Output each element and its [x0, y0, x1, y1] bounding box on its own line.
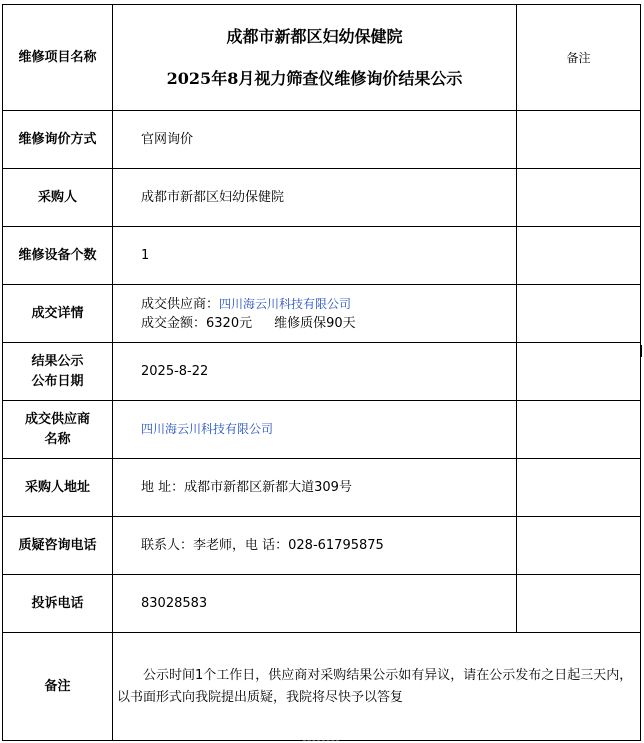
inquiry-remark — [517, 517, 641, 575]
deal-supplier-name: 四川海云川科技有限公司 — [219, 296, 352, 311]
address-row — [3, 459, 641, 517]
notes-text: 公示时间1个工作日，供应商对采购结果公示如有异议，请在公示发布之日起三天内，以书面形式向我院提出质疑，我院将尽快予以答复 — [117, 667, 633, 705]
supplier-label-line-1: 成交供应商 — [24, 411, 90, 427]
page-bottom-mark — [303, 740, 339, 742]
purchaser-row — [3, 169, 641, 227]
complaint-label: 投诉电话 — [3, 575, 113, 633]
title-cell — [113, 5, 517, 111]
supplier-row — [3, 401, 641, 459]
inquiry-row — [3, 517, 641, 575]
purchaser-remark — [517, 169, 641, 227]
remark-header: 备注 — [517, 5, 641, 111]
date-row — [3, 343, 641, 401]
deal-details — [113, 285, 517, 343]
notes-cell — [113, 633, 641, 741]
notes-row — [3, 633, 641, 741]
count-value: 1 — [113, 227, 517, 285]
supplier-label — [3, 401, 113, 459]
method-label: 维修询价方式 — [3, 111, 113, 169]
address-label: 采购人地址 — [3, 459, 113, 517]
deal-remark — [517, 285, 641, 343]
title-line-2: 2025年8月视力筛查仪维修询价结果公示 — [166, 68, 463, 88]
deal-warranty: 维修质保90天 — [274, 315, 356, 331]
header-label: 维修项目名称 — [3, 5, 113, 111]
count-row — [3, 227, 641, 285]
count-label: 维修设备个数 — [3, 227, 113, 285]
notes-label: 备注 — [3, 633, 113, 741]
supplier-value — [113, 401, 517, 459]
address-value: 地 址：成都市新都区新都大道309号 — [113, 459, 517, 517]
supplier-label-line-2: 名称 — [44, 431, 71, 447]
page-edge-mark — [640, 345, 642, 357]
method-value: 官网询价 — [113, 111, 517, 169]
inquiry-label: 质疑咨询电话 — [3, 517, 113, 575]
deal-label: 成交详情 — [3, 285, 113, 343]
inquiry-value: 联系人：李老师，电 话：028-61795875 — [113, 517, 517, 575]
supplier-name: 四川海云川科技有限公司 — [141, 422, 274, 436]
complaint-value: 83028583 — [113, 575, 517, 633]
purchaser-value: 成都市新都区妇幼保健院 — [113, 169, 517, 227]
deal-supplier-line — [141, 295, 516, 314]
address-remark — [517, 459, 641, 517]
purchaser-label: 采购人 — [3, 169, 113, 227]
count-remark — [517, 227, 641, 285]
title-line-1: 成都市新都区妇幼保健院 — [226, 26, 403, 46]
method-remark — [517, 111, 641, 169]
complaint-remark — [517, 575, 641, 633]
date-label-line-2: 公布日期 — [31, 373, 84, 389]
date-value: 2025-8-22 — [113, 343, 517, 401]
deal-row — [3, 285, 641, 343]
date-label-line-1: 结果公示 — [31, 353, 84, 369]
deal-amount-line — [141, 314, 516, 333]
deal-amount: 成交金额：6320元 — [141, 315, 253, 331]
method-row — [3, 111, 641, 169]
date-label — [3, 343, 113, 401]
date-remark — [517, 343, 641, 401]
complaint-row — [3, 575, 641, 633]
header-row — [3, 5, 641, 111]
notice-table — [2, 4, 641, 741]
deal-supplier-prefix: 成交供应商： — [141, 296, 220, 312]
supplier-remark — [517, 401, 641, 459]
